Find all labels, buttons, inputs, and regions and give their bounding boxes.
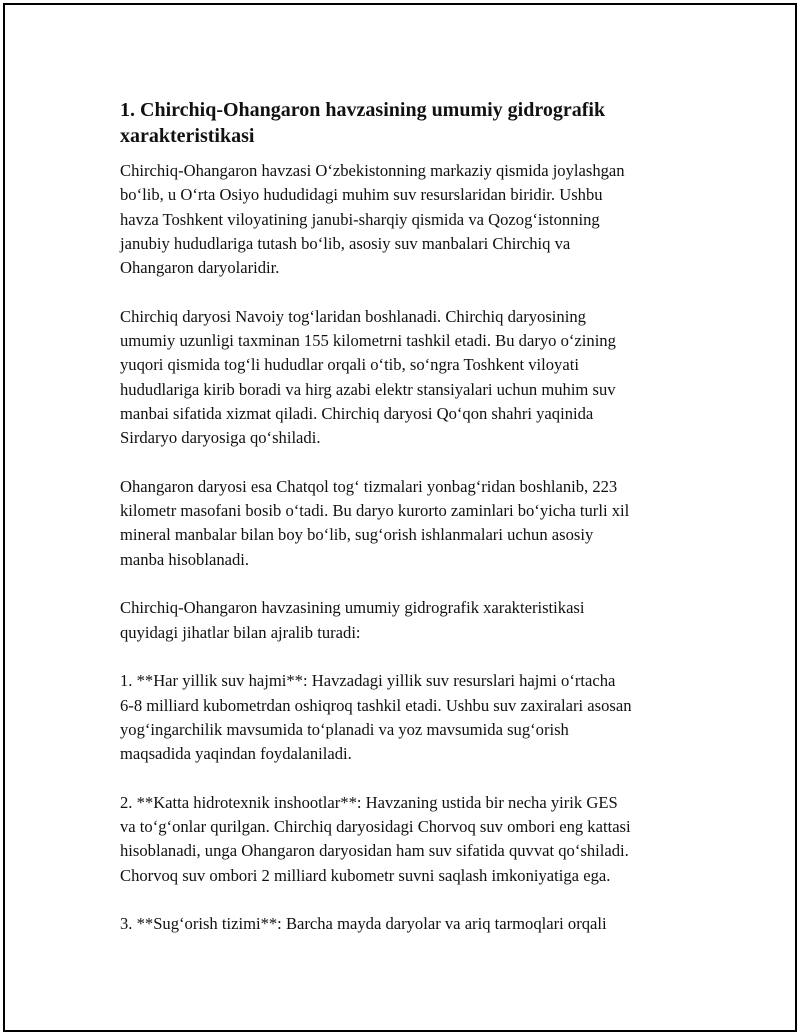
text-line: manbai sifatida xizmat qiladi. Chirchiq daryosi Qo‘qon shahri yaqinida — [120, 403, 594, 423]
text-line: 2. **Katta hidrotexnik inshootlar**: Havzaning ustida bir necha yirik GES — [120, 792, 618, 812]
text-line: maqsadida yaqindan foydalaniladi. — [120, 744, 352, 764]
text-line: umumiy uzunligi taxminan 155 kilometrni tashkil etadi. Bu daryo o‘zining — [120, 331, 616, 351]
section-heading — [120, 97, 700, 149]
list-item-hydro-structures — [120, 791, 700, 888]
text-line: yog‘ingarchilik mavsumida to‘planadi va yoz mavsumida sug‘orish — [120, 719, 569, 739]
text-line: hisoblanadi, unga Ohangaron daryosidan ham suv sifatida quvvat qo‘shiladi. — [120, 841, 629, 861]
paragraph-chirchiq — [120, 305, 700, 451]
text-line: havza Toshkent viloyatining janubi-sharqiy qismida va Qozog‘istonning — [120, 209, 600, 229]
text-line: yuqori qismida tog‘li hududlar orqali o‘tib, so‘ngra Toshkent viloyati — [120, 355, 579, 375]
text-line: Sirdaryo daryosiga qo‘shiladi. — [120, 428, 321, 448]
text-line: mineral manbalar bilan boy bo‘lib, sug‘orish ishlanmalari uchun asosiy — [120, 525, 594, 545]
heading-line: 1. Chirchiq-Ohangaron havzasining umumiy gidrografik — [120, 99, 606, 121]
paragraph-characteristics-intro — [120, 596, 700, 645]
text-line: Chirchiq daryosi Navoiy tog‘laridan boshlanadi. Chirchiq daryosining — [120, 306, 586, 326]
text-line: Ohangaron daryosi esa Chatqol tog‘ tizmalari yonbag‘ridan boshlanib, 223 — [120, 476, 618, 496]
list-item-water-volume — [120, 669, 700, 766]
text-line: 6-8 milliard kubometrdan oshiqroq tashkil etadi. Ushbu suv zaxiralari asosan — [120, 695, 632, 715]
text-line: manba hisoblanadi. — [120, 549, 250, 569]
list-item-irrigation-system — [120, 912, 700, 936]
text-line: Chorvoq suv ombori 2 milliard kubometr suvni saqlash imkoniyatiga ega. — [120, 865, 611, 885]
text-line: quyidagi jihatlar bilan ajralib turadi: — [120, 622, 361, 642]
text-line: bo‘lib, u O‘rta Osiyo hududidagi muhim suv resurslaridan biridir. Ushbu — [120, 185, 603, 205]
text-line: hududlariga kirib boradi va hirg azabi elektr stansiyalari uchun muhim suv — [120, 379, 616, 399]
document-page — [3, 3, 797, 1032]
text-line: Chirchiq-Ohangaron havzasining umumiy gidrografik xarakteristikasi — [120, 598, 585, 618]
text-line: 1. **Har yillik suv hajmi**: Havzadagi yillik suv resurslari hajmi o‘rtacha — [120, 671, 616, 691]
text-line: janubiy hududlariga tutash bo‘lib, asosiy suv manbalari Chirchiq va — [120, 233, 571, 253]
text-line: 3. **Sug‘orish tizimi**: Barcha mayda daryolar va ariq tarmoqlari orqali — [120, 914, 607, 934]
paragraph-ohangaron — [120, 475, 700, 572]
heading-line: xarakteristikasi — [120, 125, 255, 147]
text-line: Chirchiq-Ohangaron havzasi O‘zbekistonning markaziy qismida joylashgan — [120, 161, 625, 180]
text-line: va to‘g‘onlar qurilgan. Chirchiq daryosidagi Chorvoq suv ombori eng kattasi — [120, 817, 631, 837]
text-line: kilometr masofani bosib o‘tadi. Bu daryo kurorto zaminlari bo‘yicha turli xil — [120, 501, 630, 521]
document-content — [120, 97, 700, 961]
paragraph-intro — [120, 159, 700, 280]
text-line: Ohangaron daryolaridir. — [120, 258, 280, 278]
